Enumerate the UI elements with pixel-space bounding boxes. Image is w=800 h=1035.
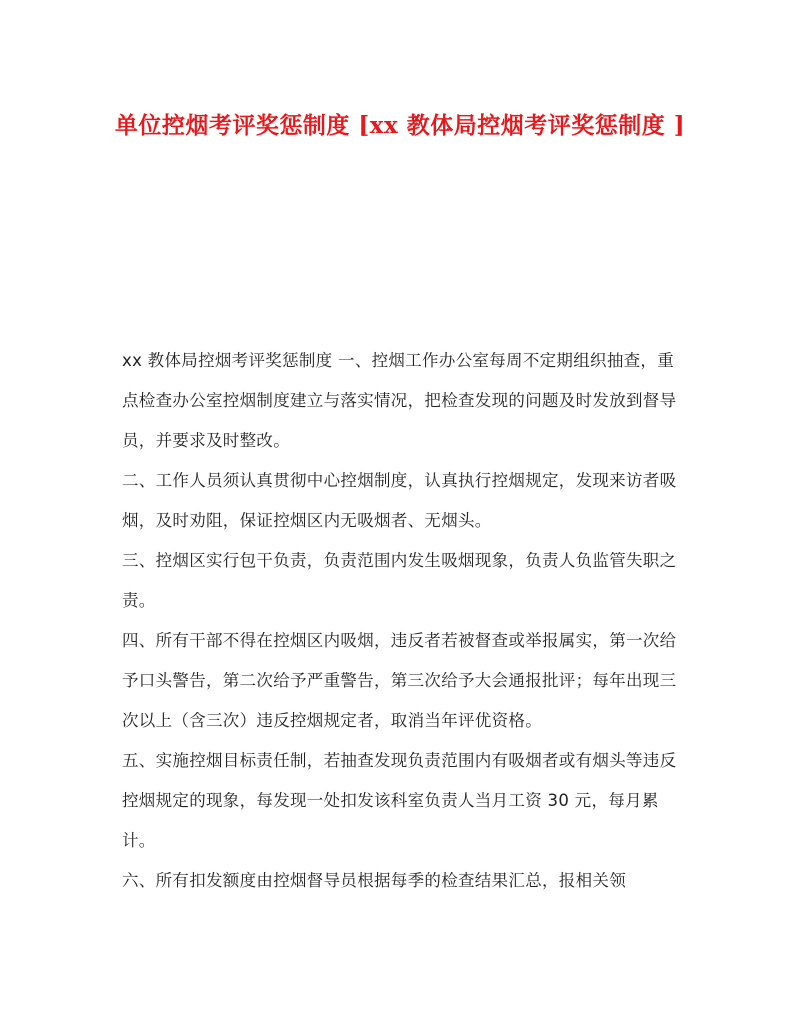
document-title: 单位控烟考评奖惩制度 [xx 教体局控烟考评奖惩制度 ] [114, 112, 686, 139]
document-body [122, 341, 682, 901]
paragraph-5: 五、实施控烟目标责任制，若抽查发现负责范围内有吸烟者或有烟头等违反控烟规定的现象，每发现一处扣发该科室负责人当月工资 30 元，每月累计。 [122, 751, 677, 850]
paragraph-3: 三、控烟区实行包干负责，负责范围内发生吸烟现象，负责人负监管失职之责。 [122, 551, 677, 610]
paragraph-6: 六、所有扣发额度由控烟督导员根据每季的检查结果汇总，报相关领 [122, 871, 626, 890]
paragraph-2: 二、工作人员须认真贯彻中心控烟制度，认真执行控烟规定，发现来访者吸烟，及时劝阻，保证控烟区内无吸烟者、无烟头。 [122, 471, 677, 530]
paragraph-1: xx 教体局控烟考评奖惩制度 一、控烟工作办公室每周不定期组织抽查，重点检查办公室控烟制度建立与落实情况，把检查发现的问题及时发放到督导员，并要求及时整改。 [122, 351, 677, 450]
paragraph-4: 四、所有干部不得在控烟区内吸烟，违反者若被督查或举报属实，第一次给予口头警告，第二次给予严重警告，第三次给予大会通报批评；每年出现三次以上（含三次）违反控烟规定者，取消当年评优资格。 [122, 631, 677, 730]
